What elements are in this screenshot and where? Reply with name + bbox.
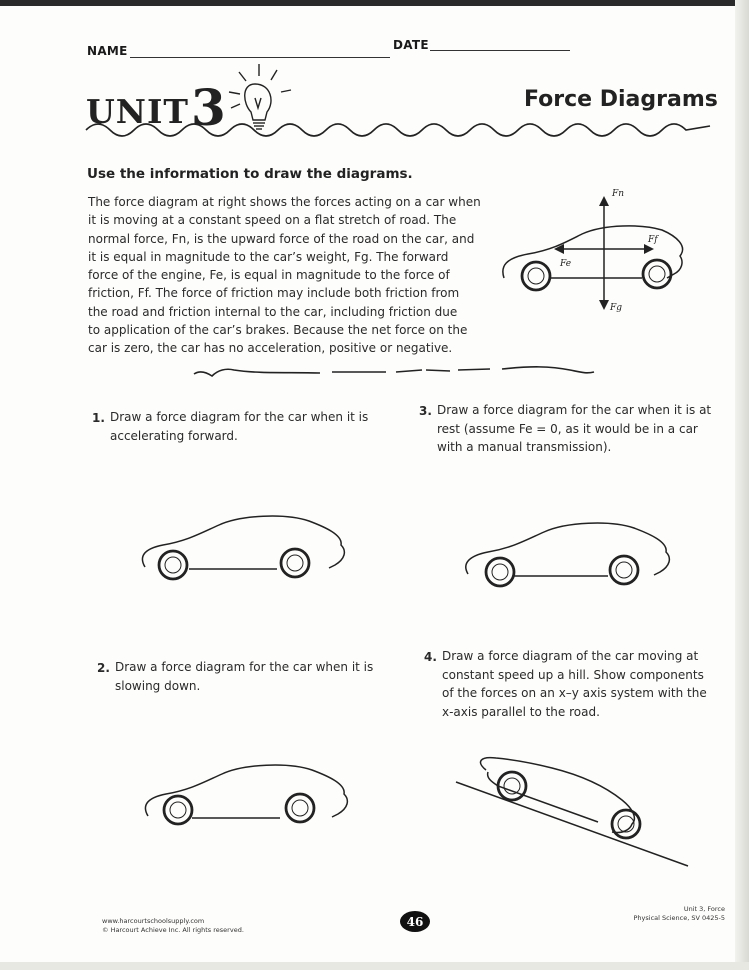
intro-line: The force diagram at right shows the forces acting on a car when: [88, 195, 481, 209]
scan-edge-right: [735, 0, 749, 970]
question-line: slowing down.: [115, 678, 201, 693]
question-line: accelerating forward.: [110, 428, 238, 443]
page-title: Force Diagrams: [524, 87, 718, 112]
car-outline-q1: [135, 505, 355, 585]
car-outline-q2: [138, 754, 358, 834]
intro-paragraph: [88, 193, 488, 358]
footer-publisher: [102, 917, 244, 935]
question-line: with a manual transmission).: [437, 440, 612, 454]
intro-line: friction, Ff. The force of friction may include both friction from: [88, 286, 460, 301]
footer-copyright: © Harcourt Achieve Inc. All rights reserved.: [102, 926, 244, 934]
question-number: 4.: [424, 650, 437, 664]
question-line: of the forces on an x–y axis system with the: [442, 686, 707, 700]
label-friction-force: Ff: [648, 235, 658, 245]
scan-edge-bottom: [0, 962, 749, 970]
instruction-heading: Use the information to draw the diagrams.: [87, 166, 413, 182]
question-line: Draw a force diagram of the car moving at: [442, 649, 699, 663]
question-line: rest (assume Fe = 0, as it would be in a car: [437, 421, 698, 436]
car-outline-q3: [460, 512, 680, 592]
arrow-down-icon: [599, 300, 609, 310]
question-line: constant speed up a hill. Show components: [442, 667, 704, 682]
name-line[interactable]: [130, 57, 390, 58]
footer-book-ref: Physical Science, SV 0425-5: [633, 914, 725, 922]
arrow-right-icon: [644, 244, 654, 254]
label-engine-force: Fe: [560, 259, 572, 269]
question-2: [97, 658, 373, 695]
question-line: Draw a force diagram for the car when it is: [110, 410, 369, 424]
scan-edge-top: [0, 0, 749, 6]
label-gravity-force: Fg: [610, 303, 623, 313]
question-number: 2.: [97, 661, 110, 675]
intro-line: car is zero, the car has no acceleration, positive or negative.: [88, 341, 453, 356]
intro-line: force of the engine, Fe, is equal in magnitude to the force of: [88, 268, 450, 283]
page-number-badge: 46: [400, 911, 430, 932]
intro-line: it is moving at a constant speed on a flat stretch of road. The: [88, 213, 457, 228]
date-line[interactable]: [430, 50, 570, 51]
question-line: x-axis parallel to the road.: [442, 704, 600, 719]
question-3: [419, 401, 711, 457]
intro-line: normal force, Fn, is the upward force of the road on the car, and: [88, 231, 475, 246]
question-number: 3.: [419, 404, 432, 418]
intro-line: it is equal in magnitude to the car’s weight, Fg. The forward: [88, 249, 449, 264]
date-label: DATE: [393, 38, 429, 52]
car-on-hill-q4: [452, 750, 702, 880]
intro-line: to application of the car’s brakes. Because the net force on the: [88, 323, 468, 338]
example-force-diagram: [492, 186, 712, 316]
footer-website: www.harcourtschoolsupply.com: [102, 917, 205, 925]
middle-divider: [190, 360, 600, 384]
label-normal-force: Fn: [612, 189, 625, 199]
header-wave-divider: [80, 118, 720, 142]
hill-slope: [456, 782, 688, 866]
question-line: Draw a force diagram for the car when it is: [115, 660, 374, 674]
unit-number: 3: [191, 78, 226, 137]
footer-unit-ref: Unit 3, Force: [683, 905, 725, 913]
arrow-up-icon: [599, 196, 609, 206]
footer-reference: [634, 905, 726, 923]
question-number: 1.: [92, 411, 105, 425]
question-1: [92, 408, 368, 445]
intro-line: the road and friction internal to the car, including friction due: [88, 304, 458, 319]
name-label: NAME: [87, 44, 128, 58]
unit-word: UNIT: [86, 92, 189, 131]
question-line: Draw a force diagram for the car when it is at: [437, 403, 712, 417]
question-4: [424, 647, 707, 721]
